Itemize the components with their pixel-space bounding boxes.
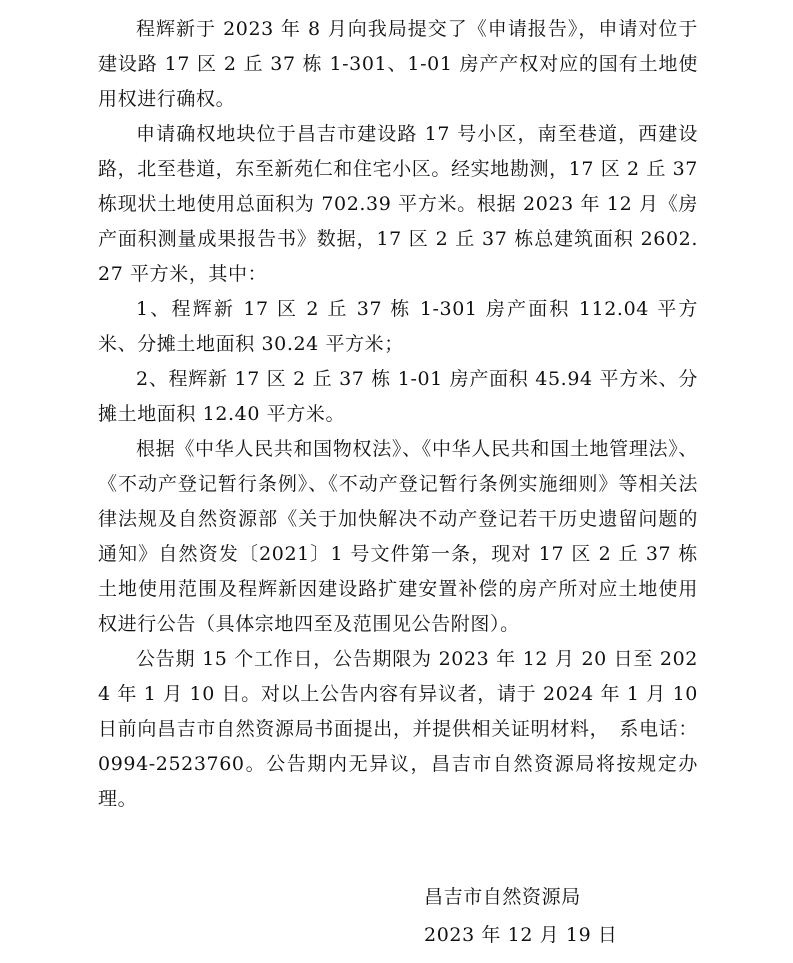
paragraph-notice-period: 公告期 15 个工作日，公告期限为 2023 年 12 月 20 日至 2024 年 1 月 10 日。对以上公告内容有异议者，请于 2024 年 1 月 10 日前向昌吉市自然资源局书面提出，并提供相关证明材料， 系电话：0994-2523760。公告期内无异议，昌吉市自然资源局将按规定办理。 — [98, 648, 698, 810]
paragraph-land-location: 申请确权地块位于昌吉市建设路 17 号小区，南至巷道，西建设路，北至巷道，东至新苑仁和住宅小区。经实地勘测，17 区 2 丘 37 栋现状土地使用总面积为 702.39 平方米。根据 2023 年 12 月《房产面积测量成果报告书》数据，17 区 2 丘 37 栋总建筑面积 2602.27 平方米，其中： — [98, 123, 698, 285]
paragraph-item-1: 1、程辉新 17 区 2 丘 37 栋 1-301 房产面积 112.04 平方米、分摊土地面积 30.24 平方米； — [98, 298, 698, 355]
paragraph-application: 程辉新于 2023 年 8 月向我局提交了《申请报告》，申请对位于建设路 17 区 2 丘 37 栋 1-301、1-01 房产产权对应的国有土地使用权进行确权。 — [98, 18, 698, 110]
paragraph-item-2: 2、程辉新 17 区 2 丘 37 栋 1-01 房产面积 45.94 平方米、分摊土地面积 12.40 平方米。 — [98, 368, 698, 425]
paragraph-legal-basis: 根据《中华人民共和国物权法》、《中华人民共和国土地管理法》、《不动产登记暂行条例》、《不动产登记暂行条例实施细则》等相关法律法规及自然资源部《关于加快解决不动产登记若干历史遗留问题的通知》自然资发〔2021〕1 号文件第一条，现对 17 区 2 丘 37 栋土地使用范围及程辉新因建设路扩建安置补偿的房产所对应土地使用权进行公告（具体宗地四至及范围见公告附图）。 — [98, 438, 698, 635]
signature-date: 2023 年 12 月 19 日 — [424, 924, 618, 946]
signature-organization: 昌吉市自然资源局 — [424, 886, 581, 908]
notice-body — [98, 12, 698, 817]
